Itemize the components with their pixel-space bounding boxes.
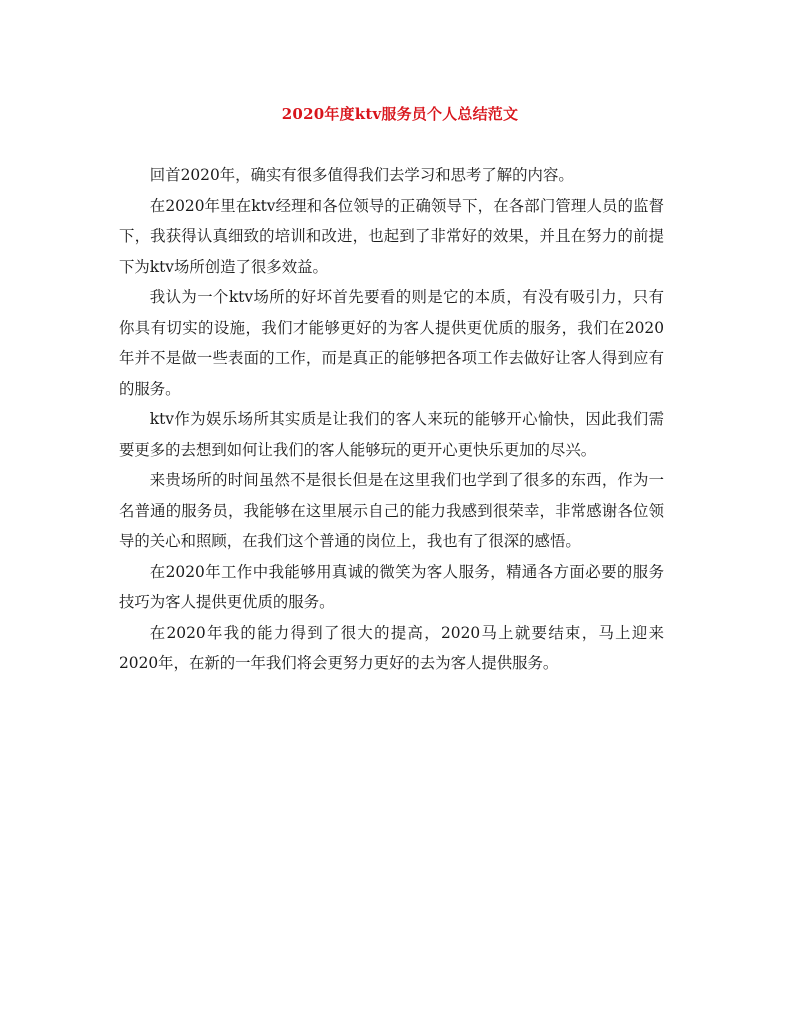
- paragraph-6: 在2020年工作中我能够用真诚的微笑为客人服务，精通各方面必要的服务技巧为客人提供更优质的服务。: [119, 562, 664, 611]
- paragraph-2: 在2020年里在ktv经理和各位领导的正确领导下，在各部门管理人员的监督下，我获得认真细致的培训和改进，也起到了非常好的效果，并且在努力的前提下为ktv场所创造了很多效益。: [119, 196, 664, 276]
- paragraph-7: 在2020年我的能力得到了很大的提高，2020马上就要结束，马上迎来2020年，在新的一年我们将会更努力更好的去为客人提供服务。: [119, 623, 664, 672]
- paragraph-3: 我认为一个ktv场所的好坏首先要看的则是它的本质，有没有吸引力，只有你具有切实的设施，我们才能够更好的为客人提供更优质的服务，我们在2020年并不是做一些表面的工作，而是真正的能够把各项工作去做好让客人得到应有的服务。: [119, 288, 664, 398]
- document-title: 2020年度ktv服务员个人总结范文: [281, 105, 519, 123]
- document-body: [119, 160, 664, 679]
- paragraph-5: 来贵场所的时间虽然不是很长但是在这里我们也学到了很多的东西，作为一名普通的服务员，我能够在这里展示自己的能力我感到很荣幸，非常感谢各位领导的关心和照顾，在我们这个普通的岗位上，我也有了很深的感悟。: [119, 471, 664, 550]
- paragraph-4: ktv作为娱乐场所其实质是让我们的客人来玩的能够开心愉快，因此我们需要更多的去想到如何让我们的客人能够玩的更开心更快乐更加的尽兴。: [119, 410, 664, 459]
- paragraph-1: 回首2020年，确实有很多值得我们去学习和思考了解的内容。: [149, 166, 574, 184]
